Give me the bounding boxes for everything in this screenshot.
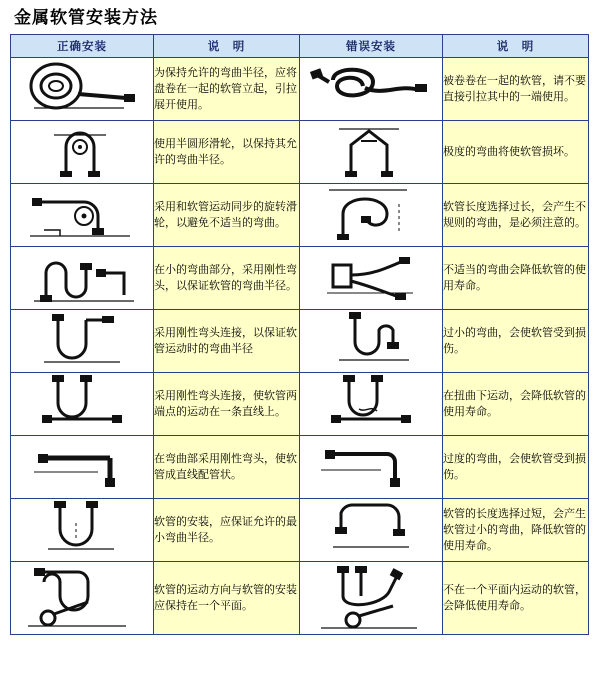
- correct-figure-cell: [11, 184, 154, 247]
- wrong-description: 过小的弯曲，会使软管受到损伤。: [443, 310, 589, 373]
- improper-bend-at-connector-icon: [300, 247, 442, 309]
- header-row: [11, 35, 589, 58]
- hose-too-long-irregular-bend-icon: [300, 184, 442, 246]
- wrong-figure-cell: [300, 58, 443, 121]
- table-header: [11, 35, 589, 58]
- coiled-hose-standing-upright-icon: [11, 58, 153, 120]
- wrong-description: 软管的长度选择过短，会产生软管过小的弯曲，降低软管的使用寿命。: [443, 499, 589, 562]
- table-row: [11, 310, 589, 373]
- wrong-figure-cell: [300, 436, 443, 499]
- correct-figure-cell: [11, 562, 154, 635]
- header-correct-install: 正确安装: [11, 35, 154, 58]
- too-small-bend-radius-hose-icon: [300, 310, 442, 372]
- wrong-description: 被卷卷在一起的软管，请不要直接引拉其中的一端使用。: [443, 58, 589, 121]
- table-row: [11, 121, 589, 184]
- correct-figure-cell: [11, 373, 154, 436]
- wrong-description: 极度的弯曲将使软管损坏。: [443, 121, 589, 184]
- correct-figure-cell: [11, 247, 154, 310]
- wrong-figure-cell: [300, 499, 443, 562]
- correct-description: 为保持允许的弯曲半径，应将盘卷在一起的软管立起，引拉展开使用。: [154, 58, 300, 121]
- header-correct-description: 说 明: [154, 35, 300, 58]
- correct-description: 软管的运动方向与软管的安装应保持在一个平面。: [154, 562, 300, 635]
- correct-description: 在小的弯曲部分，采用刚性弯头，以保证软管的弯曲半径。: [154, 247, 300, 310]
- correct-figure-cell: [11, 310, 154, 373]
- rigid-elbow-connection-u-bend-icon: [11, 310, 153, 372]
- table-row: [11, 58, 589, 121]
- header-wrong-description: 说 明: [443, 35, 589, 58]
- excessive-bend-straight-run-icon: [300, 436, 442, 498]
- wrong-description: 在扭曲下运动，会降低软管的使用寿命。: [443, 373, 589, 436]
- wrong-figure-cell: [300, 310, 443, 373]
- correct-description: 采用刚性弯头连接，以保证软管运动时的弯曲半径: [154, 310, 300, 373]
- header-wrong-install: 错误安装: [300, 35, 443, 58]
- correct-description: 采用刚性弯头连接，使软管两端点的运动在一条直线上。: [154, 373, 300, 436]
- table-row: [11, 499, 589, 562]
- wrong-figure-cell: [300, 373, 443, 436]
- hose-with-synchronized-rotating-pulley-icon: [11, 184, 153, 246]
- correct-figure-cell: [11, 58, 154, 121]
- hose-twisting-under-motion-icon: [300, 373, 442, 435]
- hose-installed-with-minimum-bend-radius-icon: [11, 499, 153, 561]
- correct-description: 软管的安装，应保证允许的最小弯曲半径。: [154, 499, 300, 562]
- correct-description: 使用半圆形滑轮，以保持其允许的弯曲半径。: [154, 121, 300, 184]
- table-row: [11, 184, 589, 247]
- hose-over-half-round-pulley-icon: [11, 121, 153, 183]
- page-title: 金属软管安装方法: [14, 8, 158, 28]
- rigid-elbow-straight-pipe-layout-icon: [11, 436, 153, 498]
- rigid-elbow-both-ends-straight-line-icon: [11, 373, 153, 435]
- table-body: [11, 58, 589, 635]
- wrong-description: 不在一个平面内运动的软管，会降低使用寿命。: [443, 562, 589, 635]
- wrong-description: 过度的弯曲，会使软管受到损伤。: [443, 436, 589, 499]
- hose-motion-in-same-plane-icon: [11, 562, 153, 634]
- wrong-figure-cell: [300, 562, 443, 635]
- rigid-elbow-at-small-bend-icon: [11, 247, 153, 309]
- hose-too-long-small-bend-icon: [300, 499, 442, 561]
- hose-bent-sharply-over-v-support-icon: [300, 121, 442, 183]
- wrong-description: 软管长度选择过长，会产生不规则的弯曲，是必须注意的。: [443, 184, 589, 247]
- correct-figure-cell: [11, 499, 154, 562]
- wrong-figure-cell: [300, 121, 443, 184]
- hose-motion-out-of-plane-icon: [300, 562, 442, 634]
- table-row: [11, 436, 589, 499]
- coiled-hose-pulled-from-middle-icon: [300, 58, 442, 120]
- correct-description: 在弯曲部采用刚性弯头，使软管成直线配管状。: [154, 436, 300, 499]
- correct-figure-cell: [11, 436, 154, 499]
- wrong-figure-cell: [300, 184, 443, 247]
- wrong-description: 不适当的弯曲会降低软管的使用寿命。: [443, 247, 589, 310]
- installation-methods-table: [10, 34, 589, 635]
- correct-figure-cell: [11, 121, 154, 184]
- correct-description: 采用和软管运动同步的旋转滑轮，以避免不适当的弯曲。: [154, 184, 300, 247]
- table-row: [11, 373, 589, 436]
- table-row: [11, 562, 589, 635]
- wrong-figure-cell: [300, 247, 443, 310]
- table-row: [11, 247, 589, 310]
